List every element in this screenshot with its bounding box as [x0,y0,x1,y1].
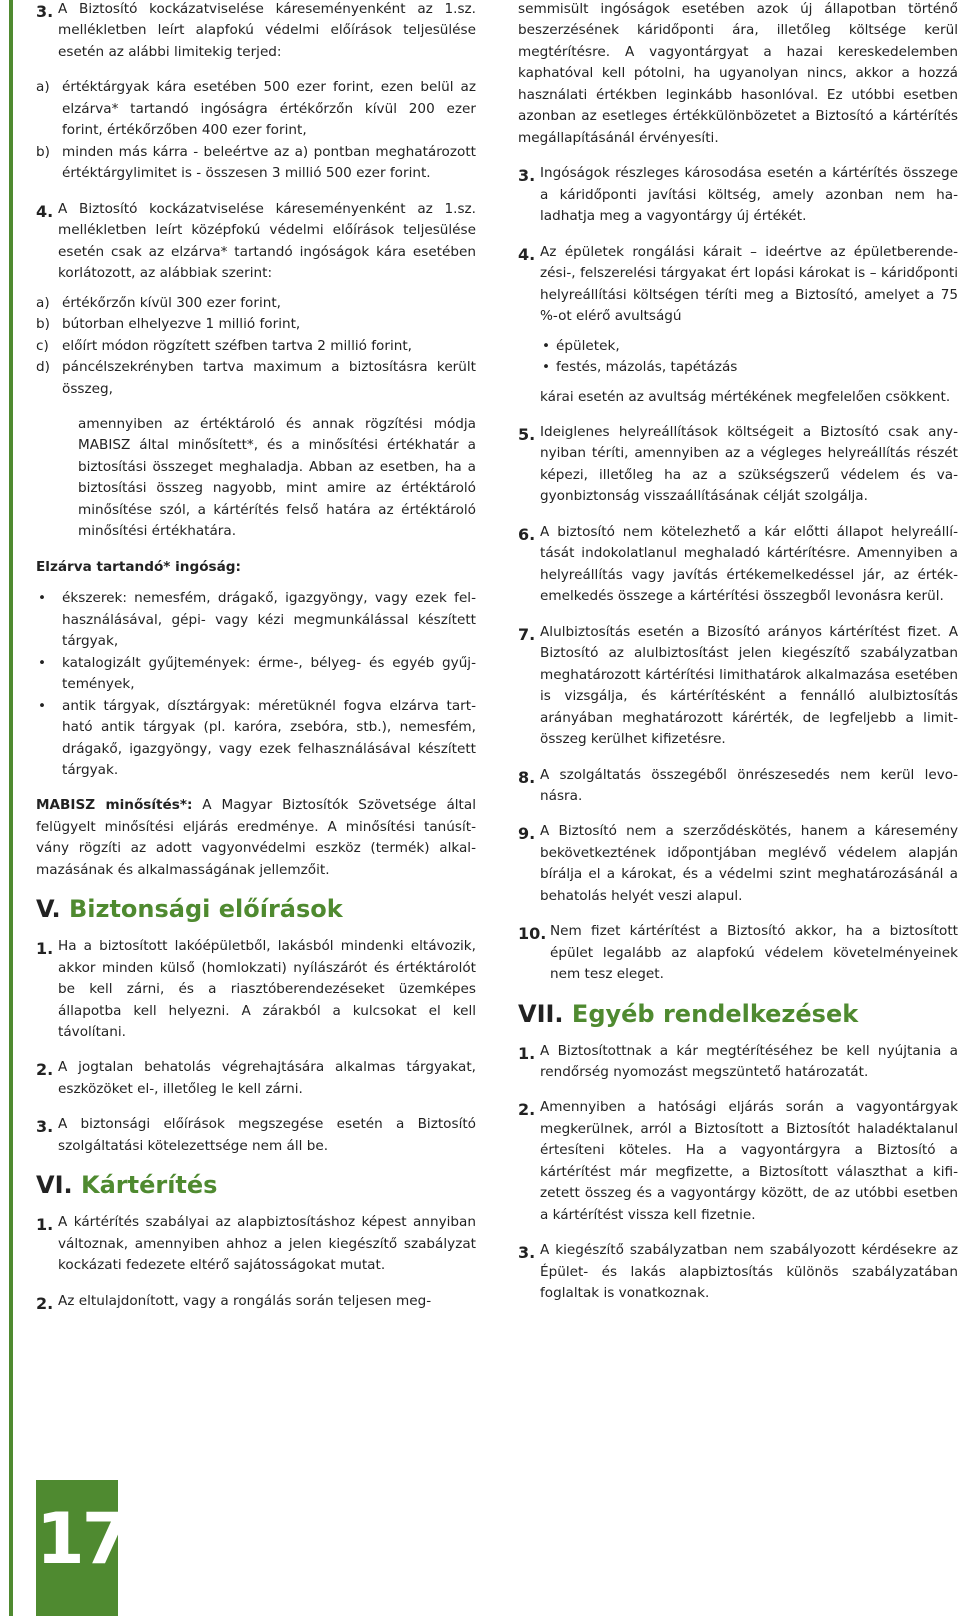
bullet-item: • épületek, [540,336,958,357]
left-column [36,0,476,1326]
clause [518,242,958,328]
section-heading-vi [36,1171,476,1200]
clause [518,622,958,751]
clause [518,163,958,227]
clause-text: A Biztosítottnak a kár megtérítéséhez be kell nyújtania a rendőrség nyomozást megszüntető határozatát. [540,1042,958,1081]
building-items-list [540,336,958,379]
clause-4 [36,199,476,285]
list-letter: b) [36,316,50,333]
bullet-item: • ékszerek: nemesfém, drágakő, igazgyöngy, vagy ezek felhasználásával, gépi- vagy kézi megmunkálással készített tárgyak, [36,588,476,652]
clause-number: 1. [518,1043,536,1063]
clause-number: 1. [36,939,54,959]
clause-text: A biztosító nem kötelezhető a kár előtti állapot helyreállítását indokolatlanul meghaladó kártérítésre. Amennyiben a helyreállítás vagy javítás értékemelkedéssel jár, az értékemelkedés összege a kártérítési összegből levonásra kerül. [540,523,958,605]
bullet-item: • antik tárgyak, dísztárgyak: méretüknél fogva elzárva tartható antik tárgyak (pl. karóra, zsebóra, stb.), nemesfém, drágakő, igazgyöngy, vagy ezek felhasználásával készített tárgyak. [36,696,476,782]
clause-text: Alulbiztosítás esetén a Bizosító arányos kártérítést fizet. A Biztosító az alulbiztosítást jelen kiegészítő szabályzatban meghatározott kártérítési limithatárok alkalmazása esetében is vizsgálja, és kártérítésként a fennálló alulbiztosítás arányában meghatározott kárérték, de legfeljebb a limitösszeg kerülhet kifizetésre. [540,623,958,748]
list-letter: d) [36,359,50,376]
elzarva-list [36,588,476,781]
clause-3-limits [36,77,476,184]
list-text: páncélszekrényben tartva maximum a biztosításra került összeg, [62,359,476,397]
list-text: minden más kárra - beleértve az a) pontban meghatározott értéktárgylimitet is - összesen 3 millió 500 ezer forint. [62,143,476,182]
section-title: Kártérítés [80,1171,218,1200]
section-roman: VII. [518,999,564,1028]
clause-number: 9. [518,824,536,844]
clause-number: 2. [36,1293,54,1313]
clause-number: 2. [518,1100,536,1120]
list-text: értéktárgyak kára esetében 500 ezer forint, ezen belül az elzárva* tartandó ingóságra értékőrzőn kívül 200 ezer forint, értékőrzőben 400 ezer forint, [62,79,476,139]
right-column [518,0,958,1319]
section-heading-v [36,895,476,924]
clause-text: A szolgáltatás összegéből önrészesedés nem kerül levonásra. [540,766,958,804]
clause-4-limits [36,293,476,400]
clause [518,422,958,508]
page-number: 17 [36,1498,128,1580]
list-text: bútorban elhelyezve 1 millió forint, [62,316,301,333]
clause [36,1212,476,1276]
page-number-box [36,1480,128,1616]
clause [518,1240,958,1304]
clause-number: 6. [518,524,536,544]
clause-text: Az épületek rongálási kárait – ideértve az épületberendezési-, felszerelési tárgyakat ért lopási károkat is – káridőponti helyreállítási költségen téríti meg a Biztosító, amelyet a 75 %-ot elérő avultságú [540,243,958,325]
subheading-elzarva: Elzárva tartandó* ingóság: [36,558,241,575]
clause [518,821,958,907]
clause-text: A kártérítés szabályai az alapbiztosításhoz képest annyiban változnak, amennyiben ahhoz a jelen kiegészítő szabályzat kockázati fedezete eltérő sajátosságokat mutat. [58,1214,476,1274]
mabisz-label: MABISZ minősítés*: [36,797,193,814]
clause-text: A Biztosító kockázatviselése káreseményenként az 1.sz. mellékletben leírt középfokú védelmi előírások teljesülése esetén csak az elzárva* tartandó ingóságok kára esetében korlátozott, az alábbiak szerint: [58,200,476,282]
list-text: értékőrzőn kívül 300 ezer forint, [62,294,281,311]
clause-text: A kiegészítő szabályzatban nem szabályozott kérdésekre az Épület- és lakás alapbiztosítás különös szabályzatában foglaltak is vonatkoznak. [540,1242,958,1302]
clause-text: Ingóságok részleges károsodása esetén a kártérítés összege a káridőponti javítási költség, amely azonban nem haladhatja meg a vagyontárgy új értékét. [540,165,958,225]
clause-3 [36,0,476,63]
clause-number: 8. [518,767,536,787]
list-item [36,142,476,185]
section-title: Biztonsági előírások [68,895,343,924]
list-letter: a) [36,79,50,96]
clause [36,936,476,1043]
clause [518,1041,958,1084]
clause-text: Nem fizet kártérítést a Biztosító akkor, ha a biztosított épület legalább az alapfokú védelem követelményeinek nem tesz eleget. [550,923,958,983]
clause [36,1057,476,1100]
clause-4-continuation: kárai esetén az avultság mértékének megfelelően csökkent. [540,388,951,405]
clause-number: 4. [36,201,54,221]
list-letter: a) [36,294,50,311]
clause-number: 2. [36,1060,54,1080]
mabisz-definition [36,795,476,881]
mabisz-text: A Magyar Biztosítók Szövetsége által felügyelt minősítési eljárás eredménye. A minősítési tanúsítvány rögzíti az adott vagyonvédelmi eszköz (termék) alkalmazásának és alkalmasságának jellemzőit. [36,797,476,878]
clause-text: A Biztosító kockázatviselése káreseményenként az 1.sz. mellékletben leírt alapfokú védelmi előírások teljesülése esetén az alábbi limitekig terjed: [58,1,476,60]
clause-number: 4. [518,244,536,264]
section-title: Egyéb rendelkezések [571,999,859,1028]
list-item [36,336,476,357]
section-heading-vii [518,1000,958,1029]
section-roman: V. [36,895,61,924]
clause-number: 7. [518,624,536,644]
list-item [36,314,476,335]
clause-text: A Biztosító nem a szerződéskötés, hanem a káresemény bekövetkeztének időpontjában meglévő védelem alapján bírálja el a károkat, és a védelmi szint meghatározásánál a behatolás helyét veszi alapul. [540,823,958,904]
clause-text: Ha a biztosított lakóépületből, lakásból mindenki eltávozik, akkor minden külső (homlokzati) nyílászárót és értéktárolót be kell zárni, és a riasztóberendezéseket üzemképes állapotba kell helyezni. A zárakból a kulcsokat el kell távolítani. [58,938,476,1041]
bullet-item: • katalogizált gyűjtemények: érme-, bélyeg- és egyéb gyűjtemények, [36,653,476,696]
clause [518,765,958,808]
clause-4-condition: amennyiben az értéktároló és annak rögzítési módja MABISZ által minősített*, és a minősítési értékhatár a biztosítási összeget meghaladja. Abban az esetben, ha a biztosítási összeg nagyobb, mint amire az értéktároló minősítése szól, a kártérítés felső határa az értéktároló minősítési értékhatára. [78,415,476,540]
list-letter: b) [36,143,50,160]
clause [518,1097,958,1226]
clause-number: 5. [518,424,536,444]
clause [518,921,958,985]
clause-text: Ideiglenes helyreállítások költségeit a Biztosító csak anynyiban téríti, amennyiben az a végleges helyreállítás részét képezi, illetőleg ha az a szükségszerű védelem és vagyonbiztonság visszaállításának célját szolgálja. [540,423,958,505]
clause-number: 10. [518,924,547,944]
list-letter: c) [36,337,49,354]
clause-number: 1. [36,1215,54,1235]
clause-text: A biztonsági előírások megszegése esetén a Biztosító szolgáltatási kötelezettsége nem áll be. [58,1116,476,1154]
clause [36,1114,476,1157]
clause-number: 3. [518,166,536,186]
list-text: előírt módon rögzített széfben tartva 2 millió forint, [62,337,412,354]
clause-number: 3. [36,2,54,21]
page-margin-rule [9,0,13,1616]
clause-text: Amennyiben a hatósági eljárás során a vagyontárgyak megkerülnek, arról a Biztosított a Biztosítót haladéktalanul értesíteni köteles. Ha a vagyontárgyra a Biztosító a kártérítést már megfizette, a Biztosított választhat a kifizetett összeg és a vagyontárgy között, de az utóbbi esetben a kártérítést vissza kell fizetnie. [540,1099,958,1223]
clause [36,1291,476,1312]
section-roman: VI. [36,1171,73,1200]
clause [518,522,958,608]
clause-continuation: semmisült ingóságok esetében azok új állapotban történő beszerzésének káridőponti ára, illetőleg költsége kerül megtérítésre. A vagyontárgyat a hazai kereskedelemben kaphatóval kell pótolni, ha ugyanolyan nincs, akkor a hozzá használati értékben leginkább hasonlóval. Ez utóbbi esetben azonban az esetleges értékkülönbözetet a Biztosító a kártérítés megállapításánál érvényesíti. [518,1,958,146]
clause-number: 3. [518,1243,536,1263]
list-item [36,77,476,141]
clause-text: A jogtalan behatolás végrehajtására alkalmas tárgyakat, eszközöket el-, illetőleg le kell zárni. [58,1059,476,1097]
clause-text: Az eltulajdonított, vagy a rongálás során teljesen meg- [58,1292,432,1309]
list-item [36,293,476,314]
clause-number: 3. [36,1117,54,1137]
list-item [36,357,476,400]
bullet-item: • festés, mázolás, tapétázás [540,357,958,378]
